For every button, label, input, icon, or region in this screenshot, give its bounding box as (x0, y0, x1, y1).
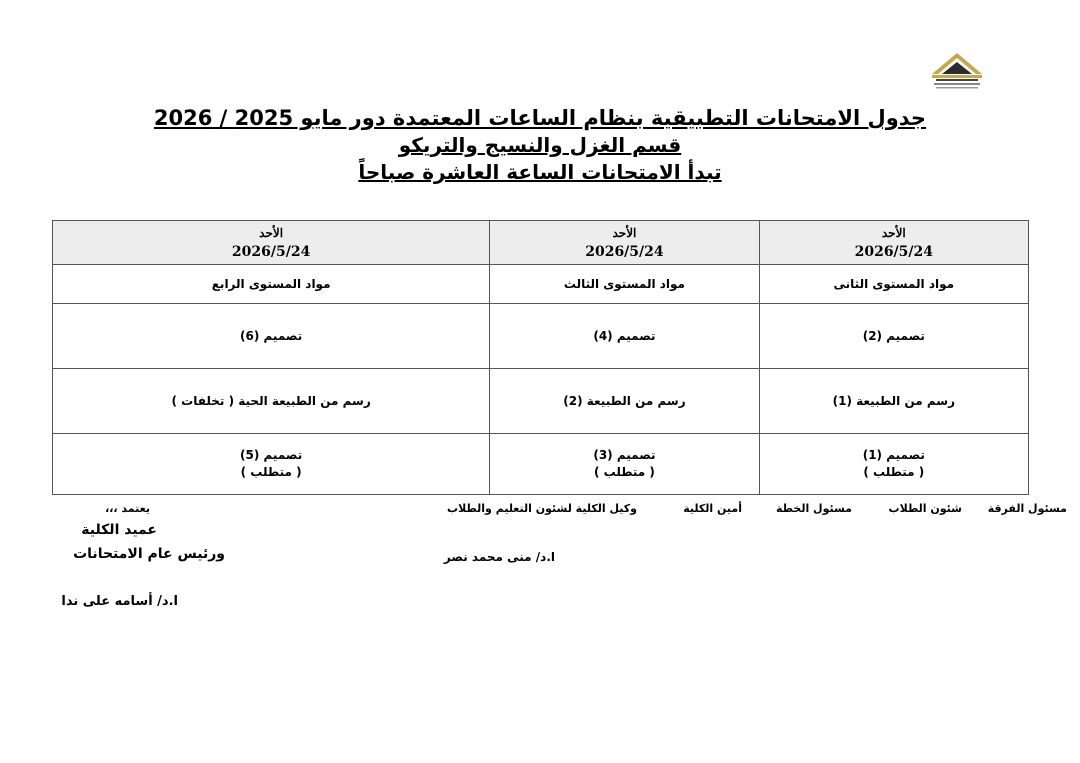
subject-cell: تصميم (4) (490, 304, 759, 369)
subject-cell (490, 434, 759, 495)
table-row (53, 221, 1029, 265)
student-affairs-signature: شئون الطلاب (888, 502, 962, 515)
faculty-secretary-signature: أمين الكلية (683, 502, 742, 515)
subject-cell (53, 434, 490, 495)
subject-name: تصميم (1) (862, 448, 925, 462)
table-row (53, 369, 1029, 434)
schedule-title (0, 104, 1080, 186)
date-label: 2026/5/24 (854, 243, 934, 260)
subject-note: ( متطلب ) (240, 465, 302, 479)
date-header-cell (759, 221, 1028, 265)
start-time-note: تبدأ الامتحانات الساعة العاشرة صباحاً (358, 160, 722, 184)
subject-name: تصميم (5) (240, 448, 303, 462)
subject-note: ( متطلب ) (593, 465, 655, 479)
date-header-cell (490, 221, 759, 265)
subject-cell: تصميم (6) (53, 304, 490, 369)
table-row (53, 434, 1029, 495)
plan-officer-signature: مسئول الخطة (776, 502, 852, 515)
class-officer-signature: مسئول الفرقة (987, 502, 1067, 515)
approved-label: يعتمد ،،، (105, 502, 150, 515)
subject-note: ( متطلب ) (863, 465, 925, 479)
vice-dean-name: ا.د/ منى محمد نصر (443, 550, 555, 564)
date-header-cell (53, 221, 490, 265)
day-label: الأحد (612, 225, 637, 240)
date-label: 2026/5/24 (585, 243, 664, 260)
faculty-logo (926, 48, 988, 94)
day-label: الأحد (259, 225, 284, 240)
vice-dean-signature: وكيل الكلية لشئون التعليم والطلاب (447, 502, 637, 515)
table-row (53, 265, 1029, 304)
subject-cell: رسم من الطبيعة (2) (490, 369, 759, 434)
day-label: الأحد (881, 225, 906, 240)
level-cell: مواد المستوى الثانى (759, 265, 1028, 304)
table-row (53, 304, 1029, 369)
dean-title: عميد الكلية (81, 522, 157, 538)
level-cell: مواد المستوى الثالث (490, 265, 759, 304)
subject-cell (759, 434, 1028, 495)
subject-name: تصميم (3) (593, 448, 656, 462)
exam-schedule-table (52, 220, 1029, 495)
date-label: 2026/5/24 (231, 243, 311, 260)
signature-row (0, 502, 1080, 522)
subject-cell: تصميم (2) (759, 304, 1028, 369)
title-line-1: جدول الامتحانات التطبيقية بنظام الساعات المعتمدة دور مايو 2025 / 2026 (153, 106, 927, 130)
subject-cell: رسم من الطبيعة (1) (759, 369, 1028, 434)
exams-head-title: ورئيس عام الامتحانات (73, 546, 225, 562)
dean-name: ا.د/ أسامه على ندا (61, 594, 178, 609)
subject-cell: رسم من الطبيعة الحية ( تخلفات ) (53, 369, 490, 434)
level-cell: مواد المستوى الرابع (53, 265, 490, 304)
department-name: قسم الغزل والنسيج والتريكو (398, 133, 682, 157)
